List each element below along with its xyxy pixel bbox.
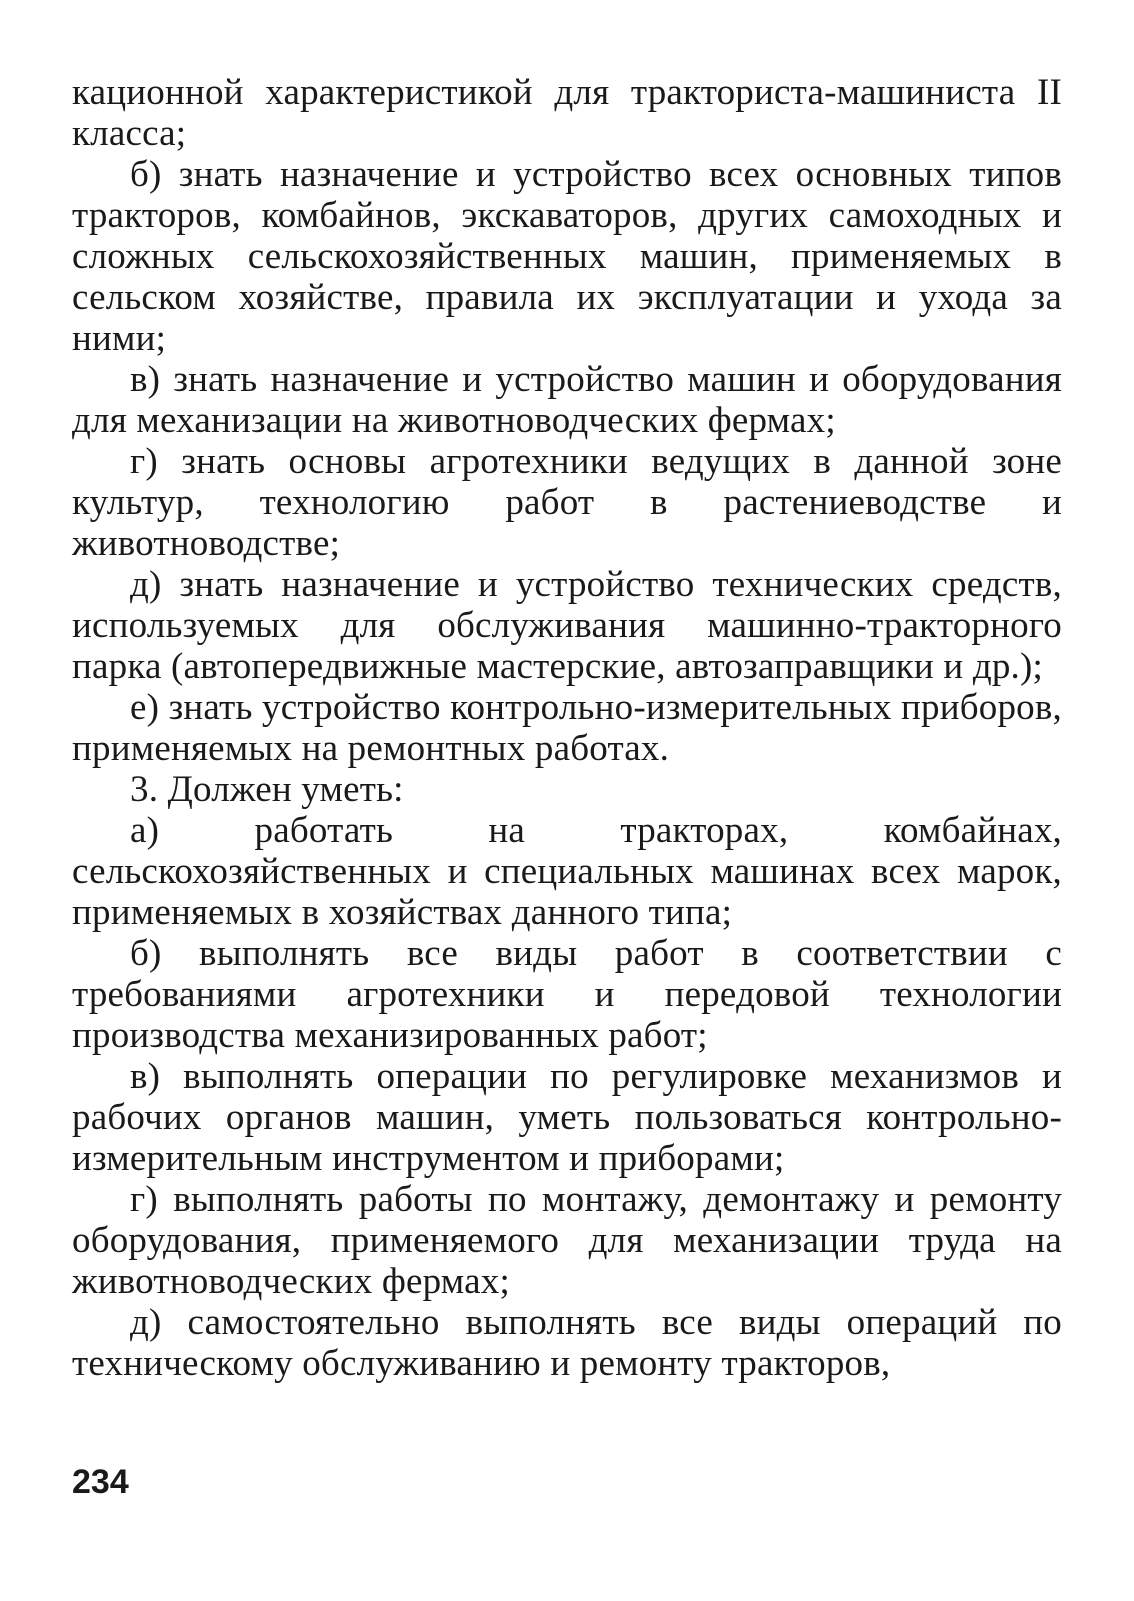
paragraph-item-b-know-tractors: б) знать назначение и устройство всех основных типов тракторов, комбайнов, экскаваторов, других самоходных и сложных сельскохозяйственных машин, применяемых в сельском хозяйстве, правила их эксплуатации и ухода за ними; (72, 154, 1062, 359)
paragraph-item-a-operate-machines: а) работать на тракторах, комбайнах, сельскохозяйственных и специальных машинах всех марок, применяемых в хозяйствах данного типа; (72, 810, 1062, 933)
paragraph-item-e-know-instruments: е) знать устройство контрольно-измерительных приборов, применяемых на ремонтных работах. (72, 687, 1062, 769)
paragraph-item-v-know-livestock-machines: в) знать назначение и устройство машин и оборудования для механизации на животноводческих фермах; (72, 359, 1062, 441)
paragraph-item-v-adjust-mechanisms: в) выполнять операции по регулировке механизмов и рабочих органов машин, уметь пользоваться контрольно-измерительным инструментом и приборами; (72, 1056, 1062, 1179)
paragraph-item-d-maintenance: д) самостоятельно выполнять все виды операций по техническому обслуживанию и ремонту тракторов, (72, 1302, 1062, 1384)
paragraph-item-g-know-agrotechnics: г) знать основы агротехники ведущих в данной зоне культур, технологию работ в растениеводстве и животноводстве; (72, 441, 1062, 564)
paragraph-item-b-perform-works: б) выполнять все виды работ в соответствии с требованиями агротехники и передовой технологии производства механизированных работ; (72, 933, 1062, 1056)
paragraph-continuation: кационной характеристикой для тракториста-машиниста II класса; (72, 72, 1062, 154)
paragraph-item-g-mount-equipment: г) выполнять работы по монтажу, демонтажу и ремонту оборудования, применяемого для механизации труда на животноводческих фермах; (72, 1179, 1062, 1302)
page-text (72, 72, 1062, 1384)
paragraph-item-d-know-service-means: д) знать назначение и устройство технических средств, используемых для обслуживания машинно-тракторного парка (автопередвижные мастерские, автозаправщики и др.); (72, 564, 1062, 687)
section-heading-must-be-able: 3. Должен уметь: (130, 769, 404, 810)
page-number: 234 (72, 1463, 129, 1501)
